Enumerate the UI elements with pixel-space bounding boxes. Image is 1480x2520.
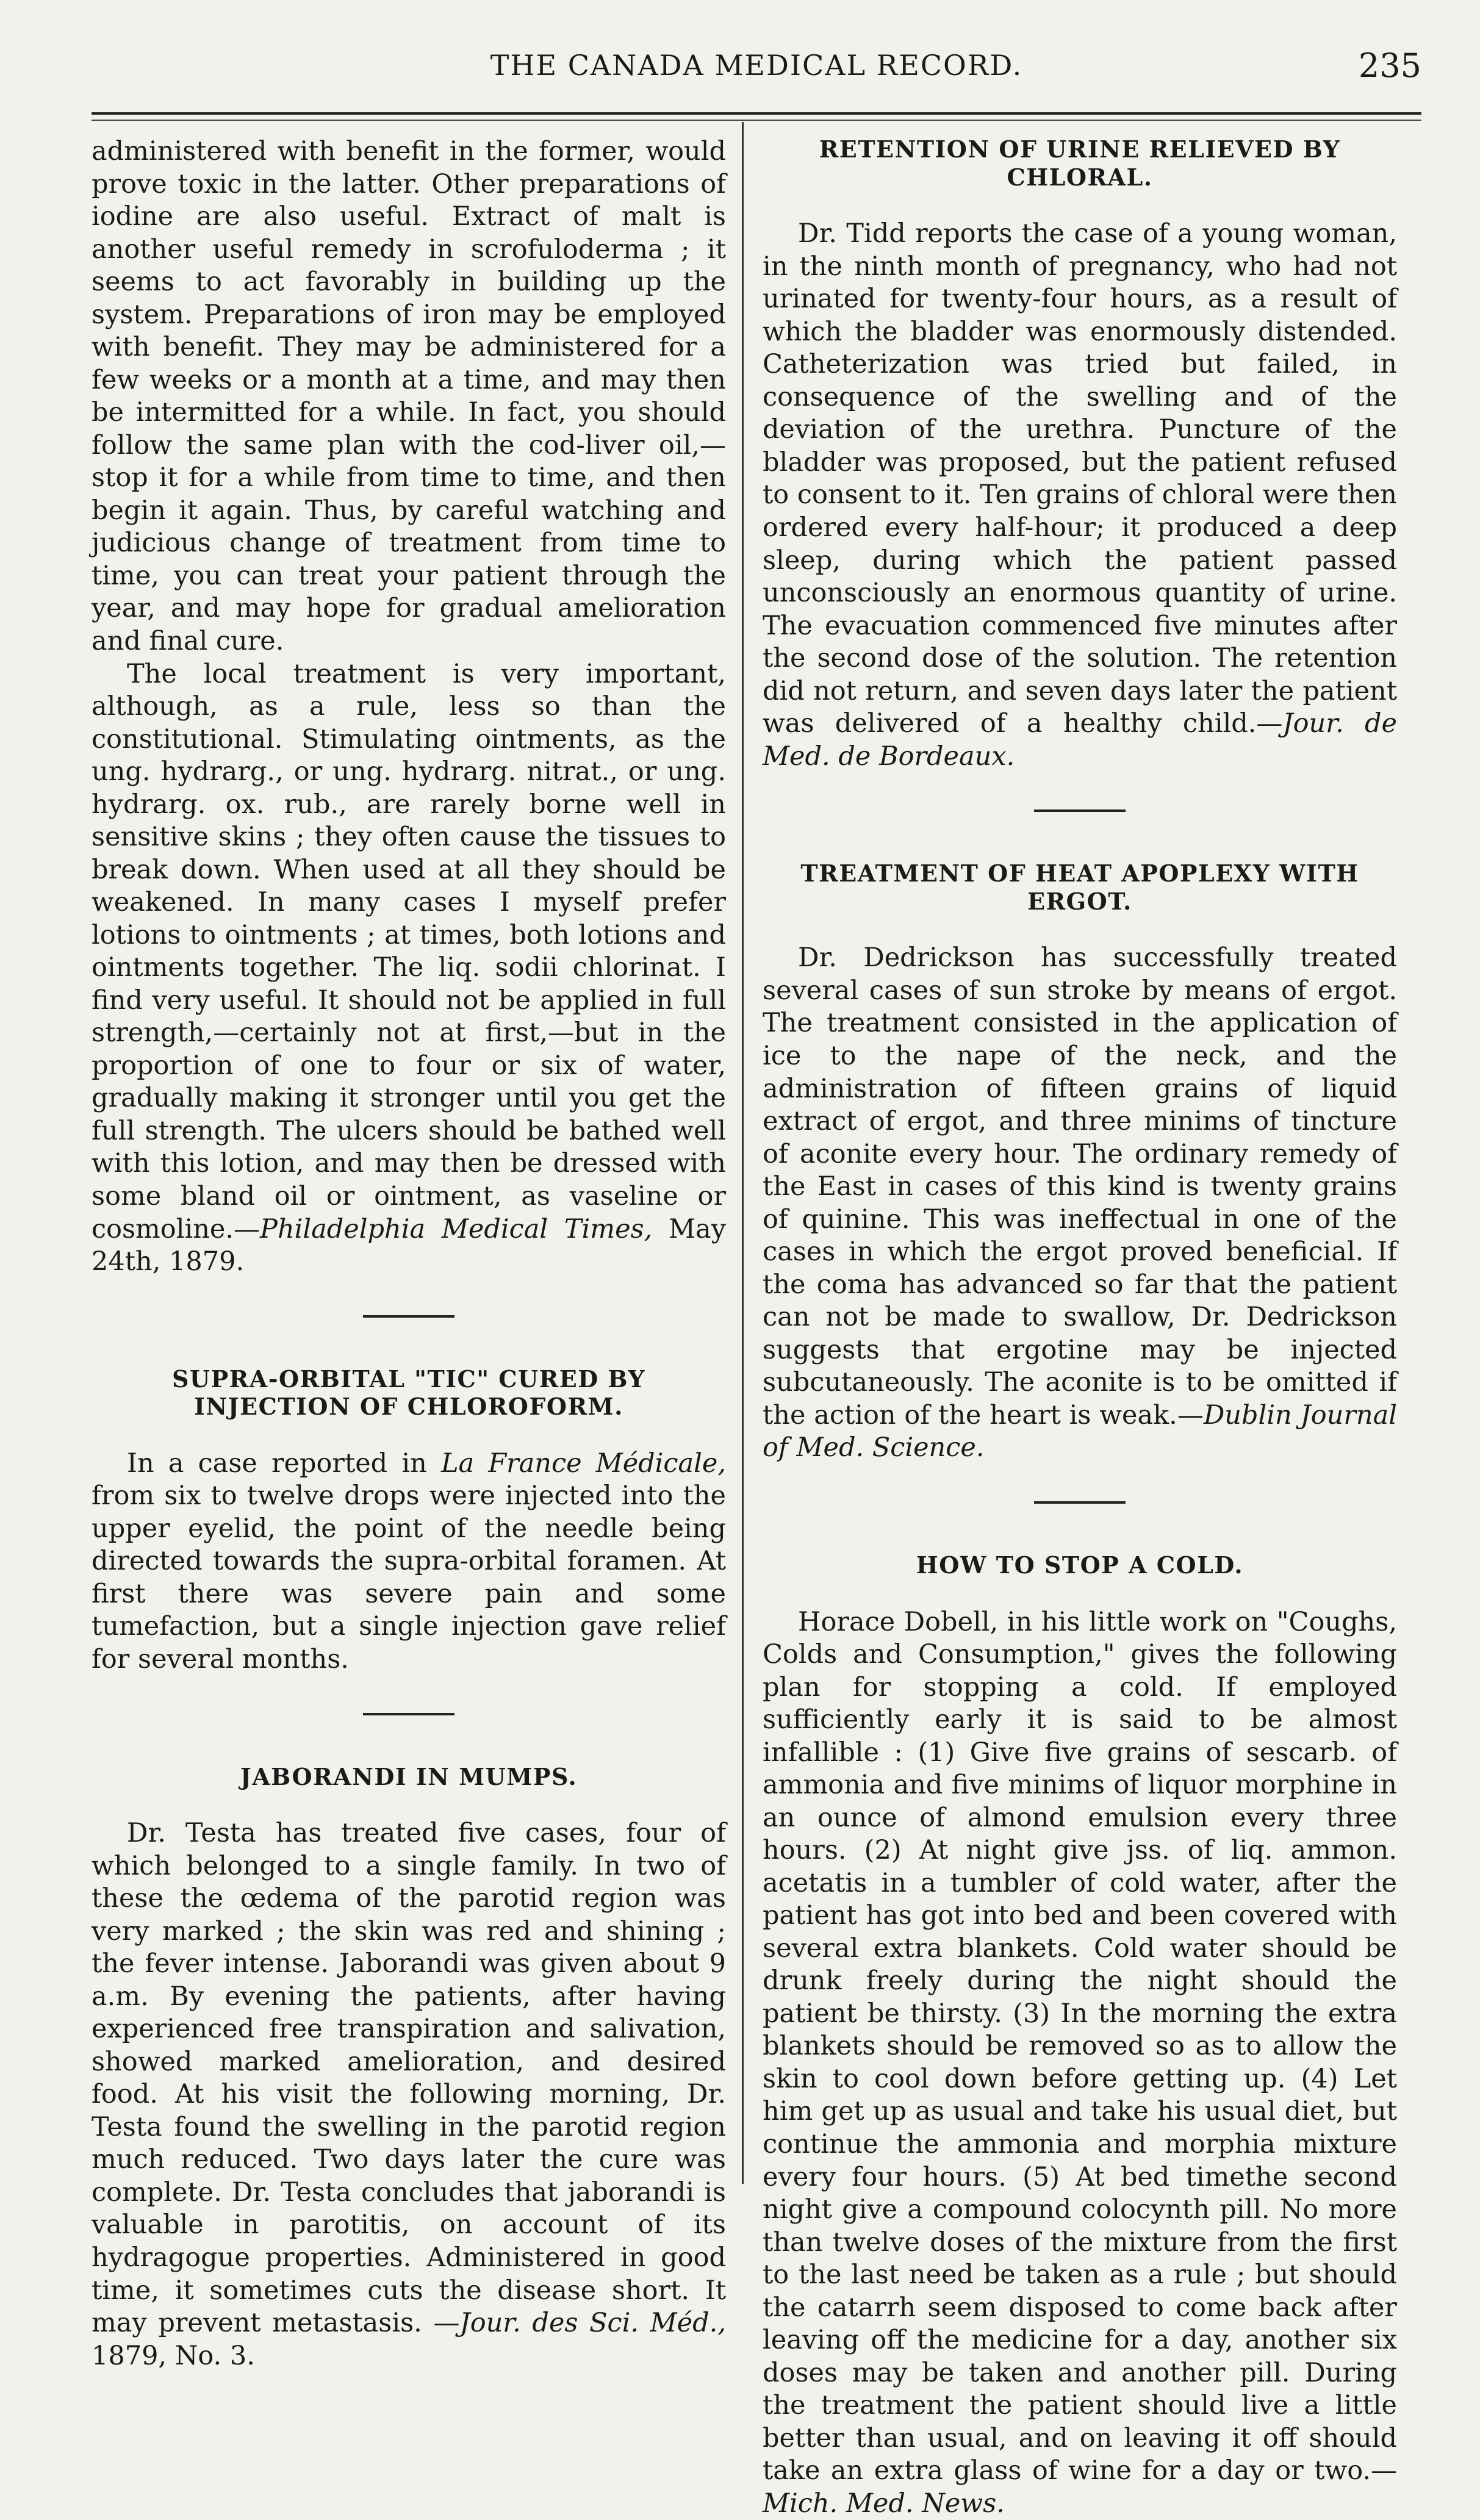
source-citation: La France Médicale, bbox=[441, 1448, 726, 1479]
section-divider bbox=[363, 1713, 454, 1715]
paragraph-text: Horace Dobell, in his little work on "Coughs, Colds and Consumption," gives the following plan for stopping a cold. If employed sufficiently early it is said to be almost infallible : (1) Give five grains of sescarb. of ammonia and five minims of liquor morphine in an ounce of almond emulsion every three hours. (2) At night give jss. of liq. ammon. acetatis in a tumbler of cold water, after the patient has got into bed and been covered with several extra blankets. Cold water should be drunk freely during the night should the patient be thirsty. (3) In the morning the extra blankets should be removed so as to allow the skin to cool down before getting up. (4) Let him get up as usual and take his usual diet, but continue the ammonia and morphia mixture every four hours. (5) At bed timethe second night give a compound colocynth pill. No more than twelve doses of the mixture from the first to the last need be taken as a rule ; but should the catarrh seem disposed to come back after leaving off the medicine for a day, another six doses may be taken and another pill. During the treatment the patient should live a little better than usual, and on leaving it off should take an extra glass of wine for a day or two.— bbox=[763, 1607, 1397, 2486]
header-rule bbox=[92, 112, 1421, 115]
article-paragraph bbox=[763, 1606, 1397, 2520]
section-title-cold: HOW TO STOP A COLD. bbox=[763, 1551, 1397, 1579]
page-header bbox=[92, 44, 1421, 93]
section-title-heat-apoplexy: TREATMENT OF HEAT APOPLEXY WITH ERGOT. bbox=[763, 860, 1397, 915]
running-title: THE CANADA MEDICAL RECORD. bbox=[92, 49, 1421, 82]
spacer bbox=[763, 191, 1397, 218]
article-continuation-paragraph bbox=[92, 135, 726, 658]
source-citation: Jour. des Sci. Méd., bbox=[459, 2308, 726, 2338]
paragraph-text: The local treatment is very important, although, as a rule, less so than the constitutional. Stimulating ointments, as the ung. hydrarg., or ung. hydrarg. nitrat., or ung. hydrarg. ox. rub., are rarely borne well in sensitive skins ; they often cause the tissues to break down. When used at all they should be weakened. In many cases I myself prefer lotions to ointments ; at times, both lotions and ointments together. The liq. sodii chlorinat. I find very useful. It should not be applied in full strength,—certainly not at first,—but in the proportion of one to four or six of water, gradually making it stronger until you get the full strength. The ulcers should be bathed well with this lotion, and may then be dressed with some bland oil or ointment, as vaseline or cosmoline.— bbox=[92, 659, 726, 1244]
section-divider bbox=[1034, 809, 1126, 812]
article-paragraph bbox=[92, 1817, 726, 2372]
citation-date: 1879, No. 3. bbox=[92, 2341, 255, 2371]
right-column bbox=[763, 135, 1397, 2520]
source-citation: Dublin Journal of Med. Science. bbox=[763, 1400, 1397, 1463]
header-rule-thin bbox=[92, 120, 1421, 121]
section-divider bbox=[363, 1315, 454, 1318]
source-citation: Philadelphia Medical Times, bbox=[260, 1214, 652, 1244]
section-title-retention: RETENTION OF URINE RELIEVED BY CHLORAL. bbox=[763, 135, 1397, 191]
paragraph-text: Dr. Testa has treated five cases, four of which belonged to a single family. In two of these the œdema of the parotid region was very marked ; the skin was red and shining ; the fever intense. Jaborandi was given about 9 a.m. By evening the patients, after having experienced free transpiration and salivation, showed marked amelioration, and desired food. At his visit the following morning, Dr. Testa found the swelling in the parotid region much reduced. Two days later the cure was complete. Dr. Testa concludes that jaborandi is valuable in parotitis, on account of its hydragogue properties. Administered in good time, it sometimes cuts the disease short. It may prevent metastasis. — bbox=[92, 1818, 726, 2338]
article-paragraph bbox=[763, 218, 1397, 773]
article-continuation-paragraph bbox=[92, 658, 726, 1279]
section-title-supra-orbital: SUPRA-ORBITAL "TIC" CURED BY INJECTION OF CHLOROFORM. bbox=[92, 1365, 726, 1421]
source-citation: Jour. de Med. de Bordeaux. bbox=[763, 708, 1397, 772]
spacer bbox=[763, 915, 1397, 942]
column-divider bbox=[742, 122, 744, 2184]
section-title-jaborandi: JABORANDI IN MUMPS. bbox=[92, 1763, 726, 1791]
paragraph-text: administered with benefit in the former, would prove toxic in the latter. Other preparations of iodine are also useful. Extract of malt is another useful remedy in scrofuloderma ; it seems to act favorably in building up the system. Preparations of iron may be employed with benefit. They may be administered for a few weeks or a month at a time, and may then be intermitted for a while. In fact, you should follow the same plan with the cod-liver oil,—stop it for a while from time to time, and then begin it again. Thus, by careful watching and judicious change of treatment from time to time, you can treat your patient through the year, and may hope for gradual amelioration and final cure. bbox=[92, 136, 726, 656]
left-column bbox=[92, 135, 726, 2372]
article-paragraph bbox=[763, 942, 1397, 1465]
paragraph-text: from six to twelve drops were injected into the upper eyelid, the point of the needle being directed towards the supra-orbital foramen. At first there was severe pain and some tumefaction, but a single injection gave relief for several months. bbox=[92, 1481, 726, 1675]
paragraph-text: Dr. Dedrickson has successfully treated several cases of sun stroke by means of ergot. The treatment consisted in the application of ice to the nape of the neck, and the administration of fifteen grains of liquid extract of ergot, and three minims of tincture of aconite every hour. The ordinary remedy of the East in cases of this kind is twenty grains of quinine. This was ineffectual in one of the cases in which the ergot proved beneficial. If the coma has advanced so far that the patient can not be made to swallow, Dr. Dedrickson suggests that ergotine may be injected subcutaneously. The aconite is to be omitted if the action of the heart is weak.— bbox=[763, 942, 1397, 1430]
page-number: 235 bbox=[1359, 46, 1421, 85]
article-paragraph bbox=[92, 1448, 726, 1676]
paragraph-text: Dr. Tidd reports the case of a young woman, in the ninth month of pregnancy, who had not urinated for twenty-four hours, as a result of which the bladder was enormously distended. Catheterization was tried but failed, in consequence of the swelling and of the deviation of the urethra. Puncture of the bladder was proposed, but the patient refused to consent to it. Ten grains of chloral were then ordered every half-hour; it produced a deep sleep, during which the patient passed unconsciously an enormous quantity of urine. The evacuation commenced five minutes after the second dose of the solution. The retention did not return, and seven days later the patient was delivered of a healthy child.— bbox=[763, 218, 1397, 739]
paragraph-text: In a case reported in bbox=[127, 1448, 441, 1479]
spacer bbox=[92, 1421, 726, 1448]
section-divider bbox=[1034, 1501, 1126, 1504]
citation-date: May 24th, 1879. bbox=[92, 1214, 726, 1277]
spacer bbox=[92, 1790, 726, 1817]
spacer bbox=[763, 1579, 1397, 1606]
source-citation: Mich. Med. News. bbox=[763, 2488, 1005, 2519]
